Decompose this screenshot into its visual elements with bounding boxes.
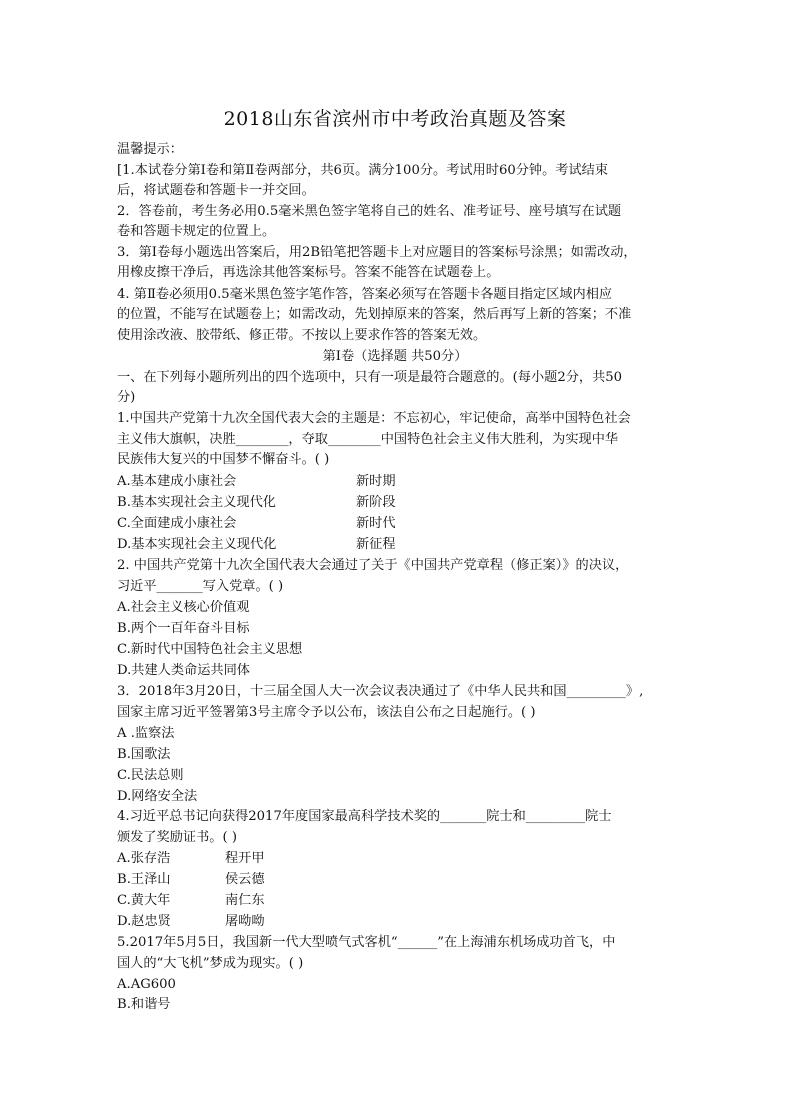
question-4-option-a-second: 程开甲 xyxy=(225,851,265,866)
question-5-text: 5.2017年5月5日，我国新一代大型喷气式客机“______”在上海浦东机场成功首飞，中 xyxy=(117,935,616,950)
question-3-text: 3．2018年3月20日，十三届全国人大一次会议表决通过了《中华人民共和国_________》, xyxy=(117,684,644,699)
question-2-text: 2. 中国共产党第十九次全国代表大会通过了关于《中国共产党章程（修正案）》的决议， xyxy=(117,558,629,573)
question-1-option-c-second: 新时代 xyxy=(356,516,396,531)
document-title: 2018山东省滨州市中考政治真题及答案 xyxy=(223,108,567,130)
question-4-option-d: D.赵忠贤 xyxy=(117,914,171,929)
question-4-option-a: A.张存浩 xyxy=(117,851,171,866)
tips-heading: 温馨提示： xyxy=(117,142,183,157)
question-4-option-b-second: 侯云德 xyxy=(225,872,265,887)
part-instruction: 分) xyxy=(117,390,136,405)
question-1-option-b-second: 新阶段 xyxy=(356,495,396,510)
question-5-option-a: A.AG600 xyxy=(117,977,176,992)
question-2-option-c: C.新时代中国特色社会主义思想 xyxy=(117,642,303,657)
tips-line: 2．答卷前，考生务必用0.5毫米黑色签字笔将自己的姓名、准考证号、座号填写在试题 xyxy=(117,204,622,219)
tips-line: 的位置，不能写在试题卷上；如需改动，先划掉原来的答案，然后再写上新的答案；不准 xyxy=(117,307,632,322)
question-1-text: 民族伟大复兴的中国梦不懈奋斗。( ) xyxy=(117,452,330,467)
question-4-option-d-second: 屠呦呦 xyxy=(225,914,265,929)
question-1-text: 主义伟大旗帜，决胜________，夺取________中国特色社会主义伟大胜利，为实现中华 xyxy=(117,432,619,447)
question-4-text: 4.习近平总书记向获得2017年度国家最高科学技术奖的_______院士和_________院士 xyxy=(117,809,612,824)
tips-line: 用橡皮擦干净后，再选涂其他答案标号。答案不能答在试题卷上。 xyxy=(117,265,500,280)
question-4-text: 颁发了奖励证书。( ) xyxy=(117,830,237,845)
question-4-option-c: C.黄大年 xyxy=(117,893,171,908)
tips-line: 使用涂改液、胶带纸、修正带。不按以上要求作答的答案无效。 xyxy=(117,328,487,343)
tips-line: 3．第Ⅰ卷每小题选出答案后，用2B铅笔把答题卡上对应题目的答案标号涂黑；如需改动， xyxy=(117,245,637,260)
question-3-text: 国家主席习近平签署第3号主席令予以公布，该法自公布之日起施行。( ) xyxy=(117,705,536,720)
question-2-option-b: B.两个一百年奋斗目标 xyxy=(117,621,250,636)
question-1-option-d-second: 新征程 xyxy=(356,537,396,552)
question-4-option-c-second: 南仁东 xyxy=(225,893,265,908)
question-3-option-d: D.网络安全法 xyxy=(117,789,198,804)
question-1-option-a-second: 新时期 xyxy=(356,474,396,489)
question-2-option-a: A.社会主义核心价值观 xyxy=(117,600,250,615)
question-1-option-b: B.基本实现社会主义现代化 xyxy=(117,495,276,510)
question-5-option-b: B.和谐号 xyxy=(117,997,171,1012)
tips-line: 后，将试题卷和答题卡一并交回。 xyxy=(117,183,315,198)
section-heading: 第Ⅰ卷（选择题 共50分） xyxy=(322,349,468,364)
tips-line: 卷和答题卡规定的位置上。 xyxy=(117,224,276,239)
question-4-option-b: B.王泽山 xyxy=(117,872,171,887)
tips-line: [1.本试卷分第Ⅰ卷和第Ⅱ卷两部分，共6页。满分100分。考试用时60分钟。考试结束 xyxy=(117,163,609,178)
part-instruction: 一、在下列每小题所列出的四个选项中，只有一项是最符合题意的。(每小题2分，共50 xyxy=(117,370,623,385)
question-1-text: 1.中国共产党第十九次全国代表大会的主题是：不忘初心，牢记使命，高举中国特色社会 xyxy=(117,411,631,426)
question-3-option-a: A .监察法 xyxy=(117,726,175,741)
question-3-option-c: C.民法总则 xyxy=(117,768,184,783)
tips-line: 4. 第Ⅱ卷必须用0.5毫米黑色签字笔作答，答案必须写在答题卡各题目指定区域内相应 xyxy=(117,287,613,302)
question-1-option-d: D.基本实现社会主义现代化 xyxy=(117,537,277,552)
question-3-option-b: B.国歌法 xyxy=(117,747,171,762)
question-1-option-c: C.全面建成小康社会 xyxy=(117,516,237,531)
question-1-option-a: A.基本建成小康社会 xyxy=(117,474,237,489)
question-5-text: 国人的“大飞机”梦成为现实。( ) xyxy=(117,956,304,971)
question-2-text: 习近平_______写入党章。( ) xyxy=(117,579,284,594)
question-2-option-d: D.共建人类命运共同体 xyxy=(117,663,250,678)
